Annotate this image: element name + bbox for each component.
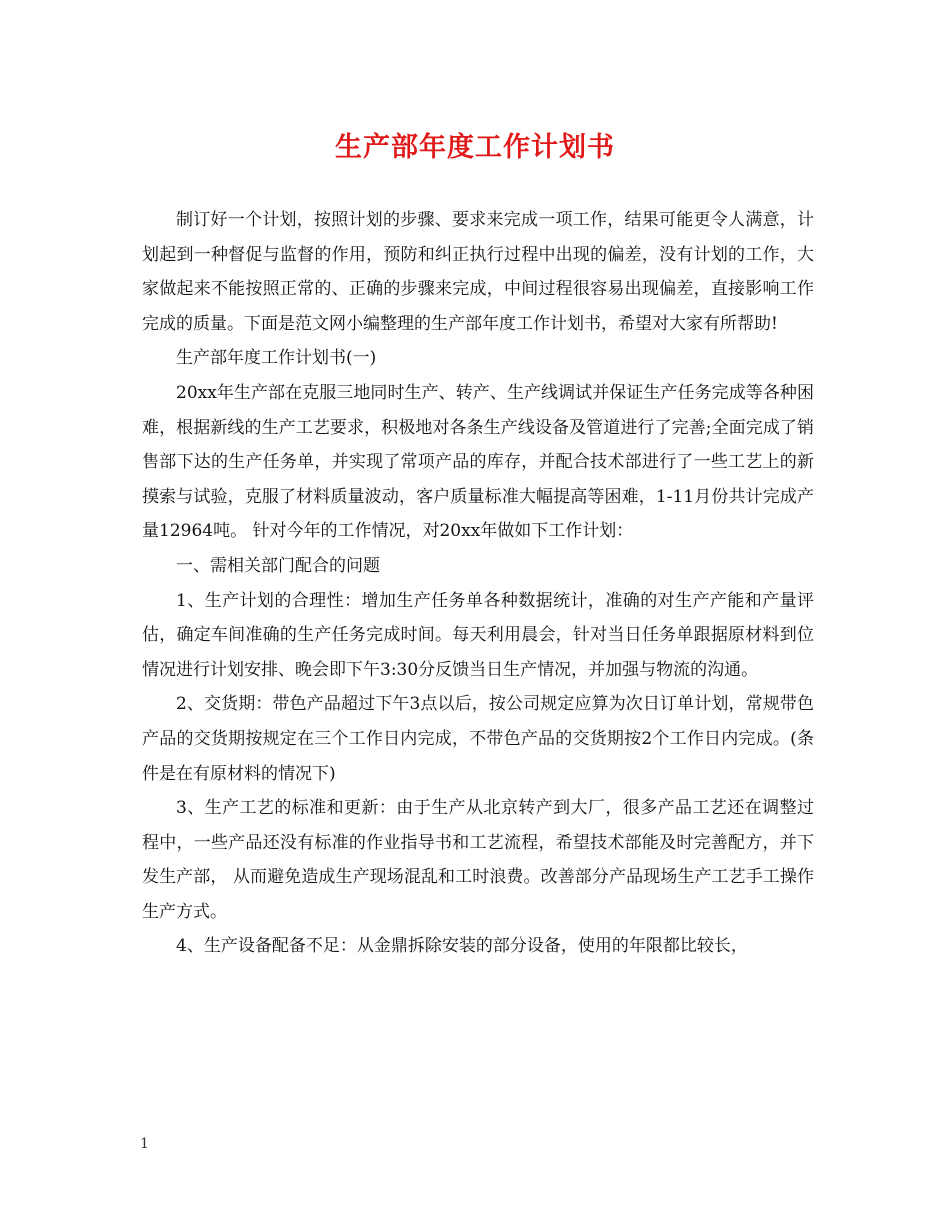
paragraph-section-heading: 生产部年度工作计划书(一) bbox=[176, 348, 377, 369]
paragraph-summary: 20xx年生产部在克服三地同时生产、转产、生产线调试并保证生产任务完成等各种困难，根据新线的生产工艺要求，积极地对各条生产线设备及管道进行了完善;全面完成了销售部下达的生产任务单，并实现了常项产品的库存，并配合技术部进行了一些工艺上的新摸索与试验，克服了材料质量波动，客户质量标准大幅提高等困难，1-11月份共计完成产量12964吨。 针对今年的工作情况，对20xx年做如下工作计划： bbox=[142, 382, 814, 542]
paragraph-intro: 制订好一个计划，按照计划的步骤、要求来完成一项工作，结果可能更令人满意，计划起到一种督促与监督的作用，预防和纠正执行过程中出现的偏差，没有计划的工作，大家做起来不能按照正常的、正确的步骤来完成，中间过程很容易出现偏差，直接影响工作完成的质量。下面是范文网小编整理的生产部年度工作计划书，希望对大家有所帮助! bbox=[142, 210, 814, 334]
paragraph-item-1: 1、生产计划的合理性：增加生产任务单各种数据统计，准确的对生产产能和产量评估，确定车间准确的生产任务完成时间。每天利用晨会，针对当日任务单跟据原材料到位情况进行计划安排、晚会即下午3:30分反馈当日生产情况，并加强与物流的沟通。 bbox=[142, 590, 814, 680]
paragraph-item-3: 3、生产工艺的标准和更新：由于生产从北京转产到大厂，很多产品工艺还在调整过程中，一些产品还没有标准的作业指导书和工艺流程，希望技术部能及时完善配方，并下发生产部， 从而避免造成生产现场混乱和工时浪费。改善部分产品现场生产工艺手工操作生产方式。 bbox=[142, 798, 814, 922]
paragraph-item-4: 4、生产设备配备不足：从金鼎拆除安装的部分设备，使用的年限都比较长， bbox=[176, 936, 748, 957]
document-body bbox=[142, 203, 814, 964]
document-title: 生产部年度工作计划书 bbox=[335, 132, 615, 163]
paragraph-item-2: 2、交货期：带色产品超过下午3点以后，按公司规定应算为次日订单计划，常规带色产品的交货期按规定在三个工作日内完成，不带色产品的交货期按2个工作日内完成。(条件是在有原材料的情况下) bbox=[142, 694, 814, 784]
paragraph-subheading: 一、需相关部门配合的问题 bbox=[176, 555, 380, 576]
page-number: 1 bbox=[140, 1136, 149, 1152]
